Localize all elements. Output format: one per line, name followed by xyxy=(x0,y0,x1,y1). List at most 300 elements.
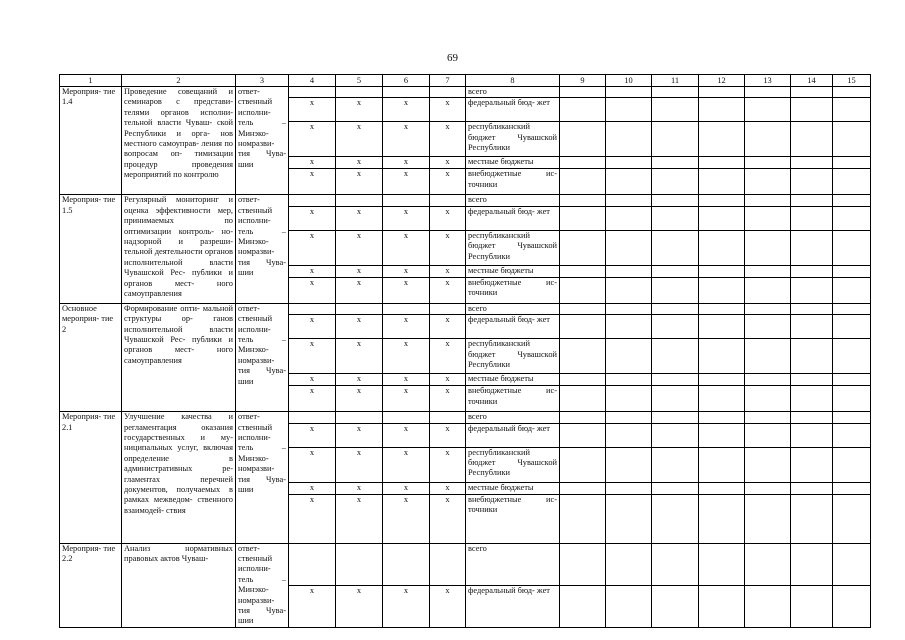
x-mark: x xyxy=(336,265,383,277)
empty-cell xyxy=(383,303,430,314)
year-value-cell xyxy=(745,585,791,627)
year-value-cell xyxy=(652,482,699,494)
year-value-cell xyxy=(652,277,699,303)
year-value-cell xyxy=(791,374,833,386)
x-mark: x xyxy=(430,339,466,374)
x-mark: x xyxy=(289,423,336,447)
x-mark: x xyxy=(336,585,383,627)
year-value-cell xyxy=(699,303,745,314)
year-value-cell xyxy=(652,339,699,374)
x-mark: x xyxy=(430,423,466,447)
year-value-cell xyxy=(560,494,606,543)
year-value-cell xyxy=(652,230,699,265)
x-mark: x xyxy=(383,374,430,386)
x-mark: x xyxy=(289,447,336,482)
year-value-cell xyxy=(745,169,791,195)
year-value-cell xyxy=(833,277,871,303)
year-value-cell xyxy=(833,374,871,386)
year-value-cell xyxy=(606,87,652,98)
x-mark: x xyxy=(430,230,466,265)
measures-table xyxy=(59,74,871,628)
year-value-cell xyxy=(652,87,699,98)
year-value-cell xyxy=(699,195,745,206)
x-mark: x xyxy=(383,206,430,230)
x-mark: x xyxy=(289,122,336,157)
source-federal: федеральный бюд- жет xyxy=(466,206,560,230)
year-value-cell xyxy=(699,206,745,230)
source-extra: внебюджетные ис- точники xyxy=(466,386,560,412)
source-extra: внебюджетные ис- точники xyxy=(466,169,560,195)
year-value-cell xyxy=(606,585,652,627)
x-mark: x xyxy=(289,206,336,230)
x-mark: x xyxy=(289,169,336,195)
measure-name: Основное мероприя- тие 2 xyxy=(60,303,122,411)
x-mark: x xyxy=(336,169,383,195)
x-mark: x xyxy=(430,482,466,494)
measure-description: Анализ нормативных правовых актов Чуваш- xyxy=(122,543,236,627)
year-value-cell xyxy=(791,195,833,206)
year-value-cell xyxy=(791,265,833,277)
year-value-cell xyxy=(699,315,745,339)
empty-cell xyxy=(336,543,383,585)
year-value-cell xyxy=(699,169,745,195)
year-value-cell xyxy=(606,230,652,265)
source-total: всего xyxy=(466,543,560,585)
year-value-cell xyxy=(745,230,791,265)
measure-description: Регулярный мониторинг и оценка эффективности мер, принимаемых по оптимизации контроль- но-надзорной и разреши- тельной деятельности органов исполнительной власти Чувашской Рес- публики и органов мест- ного самоуправления xyxy=(122,195,236,303)
x-mark: x xyxy=(383,494,430,543)
empty-cell xyxy=(430,87,466,98)
year-value-cell xyxy=(745,157,791,169)
year-value-cell xyxy=(791,482,833,494)
page-number: 69 xyxy=(447,52,458,64)
year-value-cell xyxy=(652,585,699,627)
column-header-8: 8 xyxy=(466,75,560,87)
x-mark: x xyxy=(336,447,383,482)
year-value-cell xyxy=(652,412,699,423)
year-value-cell xyxy=(606,122,652,157)
responsible-executor: ответ- ственный исполни- тель – Минэко- номразви- тия Чува- шии xyxy=(236,412,289,543)
x-mark: x xyxy=(430,386,466,412)
x-mark: x xyxy=(383,447,430,482)
year-value-cell xyxy=(606,315,652,339)
column-header-3: 3 xyxy=(236,75,289,87)
empty-cell xyxy=(289,412,336,423)
year-value-cell xyxy=(606,265,652,277)
year-value-cell xyxy=(652,98,699,122)
column-header-13: 13 xyxy=(745,75,791,87)
table-row xyxy=(60,303,871,314)
year-value-cell xyxy=(699,339,745,374)
x-mark: x xyxy=(383,386,430,412)
year-value-cell xyxy=(652,122,699,157)
responsible-executor: ответ- ственный исполни- тель – Минэко- номразви- тия Чува- шии xyxy=(236,303,289,411)
x-mark: x xyxy=(289,585,336,627)
x-mark: x xyxy=(430,157,466,169)
year-value-cell xyxy=(560,386,606,412)
x-mark: x xyxy=(336,482,383,494)
x-mark: x xyxy=(430,315,466,339)
source-extra: внебюджетные ис- точники xyxy=(466,494,560,543)
x-mark: x xyxy=(383,585,430,627)
year-value-cell xyxy=(560,374,606,386)
year-value-cell xyxy=(606,374,652,386)
x-mark: x xyxy=(383,98,430,122)
x-mark: x xyxy=(336,386,383,412)
x-mark: x xyxy=(383,169,430,195)
year-value-cell xyxy=(791,447,833,482)
year-value-cell xyxy=(833,585,871,627)
column-header-2: 2 xyxy=(122,75,236,87)
x-mark: x xyxy=(430,374,466,386)
year-value-cell xyxy=(791,277,833,303)
year-value-cell xyxy=(606,494,652,543)
x-mark: x xyxy=(430,585,466,627)
source-local: местные бюджеты xyxy=(466,482,560,494)
column-header-14: 14 xyxy=(791,75,833,87)
column-header-15: 15 xyxy=(833,75,871,87)
year-value-cell xyxy=(745,386,791,412)
x-mark: x xyxy=(289,339,336,374)
year-value-cell xyxy=(745,195,791,206)
empty-cell xyxy=(383,87,430,98)
year-value-cell xyxy=(745,543,791,585)
empty-cell xyxy=(289,195,336,206)
year-value-cell xyxy=(745,303,791,314)
x-mark: x xyxy=(336,122,383,157)
column-header-4: 4 xyxy=(289,75,336,87)
measure-name: Мероприя- тие 1.5 xyxy=(60,195,122,303)
year-value-cell xyxy=(560,169,606,195)
source-federal: федеральный бюд- жет xyxy=(466,98,560,122)
year-value-cell xyxy=(560,277,606,303)
measure-name: Мероприя- тие 2.2 xyxy=(60,543,122,627)
measure-description: Формирование опти- мальной структуры ор- ганов исполнительной власти Чувашской Рес- публики и органов мест- ного самоуправления xyxy=(122,303,236,411)
year-value-cell xyxy=(699,585,745,627)
year-value-cell xyxy=(606,386,652,412)
year-value-cell xyxy=(791,230,833,265)
source-local: местные бюджеты xyxy=(466,374,560,386)
year-value-cell xyxy=(791,169,833,195)
year-value-cell xyxy=(606,206,652,230)
year-value-cell xyxy=(745,423,791,447)
year-value-cell xyxy=(560,339,606,374)
year-value-cell xyxy=(833,423,871,447)
year-value-cell xyxy=(833,157,871,169)
year-value-cell xyxy=(791,98,833,122)
year-value-cell xyxy=(560,315,606,339)
year-value-cell xyxy=(791,423,833,447)
measure-description: Проведение совещаний и семинаров с представи- телями органов исполни- тельной власти Чуваш- ской Республики и орга- нов местного самоуправ- ления по вопросам оп- тимизации процедур проведения мероприятий по контролю xyxy=(122,87,236,195)
year-value-cell xyxy=(560,98,606,122)
year-value-cell xyxy=(699,277,745,303)
x-mark: x xyxy=(289,277,336,303)
empty-cell xyxy=(336,303,383,314)
year-value-cell xyxy=(745,87,791,98)
year-value-cell xyxy=(745,482,791,494)
x-mark: x xyxy=(336,374,383,386)
year-value-cell xyxy=(560,585,606,627)
column-header-9: 9 xyxy=(560,75,606,87)
source-local: местные бюджеты xyxy=(466,265,560,277)
empty-cell xyxy=(383,195,430,206)
year-value-cell xyxy=(745,339,791,374)
year-value-cell xyxy=(652,265,699,277)
year-value-cell xyxy=(560,87,606,98)
year-value-cell xyxy=(745,494,791,543)
year-value-cell xyxy=(745,447,791,482)
table-row xyxy=(60,412,871,423)
year-value-cell xyxy=(606,169,652,195)
year-value-cell xyxy=(560,412,606,423)
empty-cell xyxy=(430,303,466,314)
year-value-cell xyxy=(699,447,745,482)
x-mark: x xyxy=(336,277,383,303)
table-row xyxy=(60,87,871,98)
year-value-cell xyxy=(560,303,606,314)
year-value-cell xyxy=(606,339,652,374)
year-value-cell xyxy=(652,447,699,482)
source-republic: республиканский бюджет Чувашской Республики xyxy=(466,447,560,482)
year-value-cell xyxy=(745,122,791,157)
year-value-cell xyxy=(791,543,833,585)
column-header-1: 1 xyxy=(60,75,122,87)
year-value-cell xyxy=(833,195,871,206)
empty-cell xyxy=(430,412,466,423)
measure-description: Улучшение качества и регламентация оказания государственных и му- ниципальных услуг, включая определение в административных ре- гламентах перечней документов, получаемых в рамках межведом- ственного взаимодей- ствия xyxy=(122,412,236,543)
year-value-cell xyxy=(560,230,606,265)
year-value-cell xyxy=(745,277,791,303)
year-value-cell xyxy=(745,412,791,423)
year-value-cell xyxy=(560,482,606,494)
year-value-cell xyxy=(699,374,745,386)
x-mark: x xyxy=(430,277,466,303)
source-federal: федеральный бюд- жет xyxy=(466,423,560,447)
x-mark: x xyxy=(383,423,430,447)
responsible-executor: ответ- ственный исполни- тель – Минэко- номразви- тия Чува- шии xyxy=(236,87,289,195)
column-header-11: 11 xyxy=(652,75,699,87)
year-value-cell xyxy=(652,374,699,386)
x-mark: x xyxy=(336,206,383,230)
x-mark: x xyxy=(430,98,466,122)
x-mark: x xyxy=(383,157,430,169)
x-mark: x xyxy=(383,230,430,265)
x-mark: x xyxy=(430,206,466,230)
source-total: всего xyxy=(466,87,560,98)
empty-cell xyxy=(336,412,383,423)
year-value-cell xyxy=(833,315,871,339)
source-federal: федеральный бюд- жет xyxy=(466,315,560,339)
year-value-cell xyxy=(606,543,652,585)
year-value-cell xyxy=(652,423,699,447)
source-republic: республиканский бюджет Чувашской Республики xyxy=(466,230,560,265)
year-value-cell xyxy=(833,339,871,374)
x-mark: x xyxy=(336,98,383,122)
year-value-cell xyxy=(833,87,871,98)
year-value-cell xyxy=(833,482,871,494)
x-mark: x xyxy=(336,494,383,543)
column-header-12: 12 xyxy=(699,75,745,87)
empty-cell xyxy=(430,195,466,206)
year-value-cell xyxy=(833,206,871,230)
year-value-cell xyxy=(833,98,871,122)
source-total: всего xyxy=(466,195,560,206)
table-row xyxy=(60,543,871,585)
year-value-cell xyxy=(791,585,833,627)
source-republic: республиканский бюджет Чувашской Республики xyxy=(466,122,560,157)
x-mark: x xyxy=(289,315,336,339)
source-total: всего xyxy=(466,412,560,423)
x-mark: x xyxy=(289,265,336,277)
year-value-cell xyxy=(652,494,699,543)
measure-name: Мероприя- тие 1.4 xyxy=(60,87,122,195)
year-value-cell xyxy=(652,543,699,585)
year-value-cell xyxy=(560,543,606,585)
year-value-cell xyxy=(745,315,791,339)
year-value-cell xyxy=(833,169,871,195)
year-value-cell xyxy=(652,195,699,206)
year-value-cell xyxy=(652,315,699,339)
year-value-cell xyxy=(699,423,745,447)
measure-name: Мероприя- тие 2.1 xyxy=(60,412,122,543)
year-value-cell xyxy=(745,98,791,122)
year-value-cell xyxy=(699,412,745,423)
year-value-cell xyxy=(699,386,745,412)
table-header-row xyxy=(60,75,871,87)
source-local: местные бюджеты xyxy=(466,157,560,169)
x-mark: x xyxy=(383,122,430,157)
year-value-cell xyxy=(699,494,745,543)
year-value-cell xyxy=(652,169,699,195)
year-value-cell xyxy=(606,423,652,447)
year-value-cell xyxy=(791,303,833,314)
x-mark: x xyxy=(336,230,383,265)
year-value-cell xyxy=(560,157,606,169)
year-value-cell xyxy=(606,195,652,206)
x-mark: x xyxy=(289,386,336,412)
year-value-cell xyxy=(791,122,833,157)
year-value-cell xyxy=(652,303,699,314)
year-value-cell xyxy=(560,122,606,157)
year-value-cell xyxy=(791,315,833,339)
year-value-cell xyxy=(833,412,871,423)
x-mark: x xyxy=(289,157,336,169)
year-value-cell xyxy=(652,206,699,230)
x-mark: x xyxy=(289,482,336,494)
year-value-cell xyxy=(699,157,745,169)
x-mark: x xyxy=(383,277,430,303)
year-value-cell xyxy=(699,98,745,122)
empty-cell xyxy=(289,303,336,314)
x-mark: x xyxy=(336,423,383,447)
year-value-cell xyxy=(699,122,745,157)
x-mark: x xyxy=(430,265,466,277)
year-value-cell xyxy=(560,206,606,230)
year-value-cell xyxy=(652,386,699,412)
empty-cell xyxy=(383,412,430,423)
empty-cell xyxy=(336,195,383,206)
empty-cell xyxy=(289,543,336,585)
column-header-10: 10 xyxy=(606,75,652,87)
year-value-cell xyxy=(833,303,871,314)
source-republic: республиканский бюджет Чувашской Республики xyxy=(466,339,560,374)
x-mark: x xyxy=(289,374,336,386)
column-header-6: 6 xyxy=(383,75,430,87)
year-value-cell xyxy=(699,543,745,585)
year-value-cell xyxy=(606,98,652,122)
year-value-cell xyxy=(791,412,833,423)
year-value-cell xyxy=(560,447,606,482)
year-value-cell xyxy=(745,265,791,277)
column-header-7: 7 xyxy=(430,75,466,87)
year-value-cell xyxy=(833,122,871,157)
empty-cell xyxy=(430,543,466,585)
responsible-executor: ответ- ственный исполни- тель – Минэко- номразви- тия Чува- шии xyxy=(236,195,289,303)
x-mark: x xyxy=(289,98,336,122)
year-value-cell xyxy=(833,447,871,482)
year-value-cell xyxy=(833,386,871,412)
x-mark: x xyxy=(430,447,466,482)
year-value-cell xyxy=(699,482,745,494)
x-mark: x xyxy=(289,494,336,543)
year-value-cell xyxy=(606,157,652,169)
year-value-cell xyxy=(833,494,871,543)
year-value-cell xyxy=(606,303,652,314)
source-total: всего xyxy=(466,303,560,314)
year-value-cell xyxy=(560,195,606,206)
year-value-cell xyxy=(791,206,833,230)
responsible-executor: ответ- ственный исполни- тель – Минэко- номразви- тия Чува- шии xyxy=(236,543,289,627)
x-mark: x xyxy=(430,494,466,543)
column-header-5: 5 xyxy=(336,75,383,87)
x-mark: x xyxy=(289,230,336,265)
year-value-cell xyxy=(699,87,745,98)
empty-cell xyxy=(383,543,430,585)
year-value-cell xyxy=(833,230,871,265)
year-value-cell xyxy=(791,494,833,543)
year-value-cell xyxy=(699,265,745,277)
x-mark: x xyxy=(430,122,466,157)
source-extra: внебюджетные ис- точники xyxy=(466,277,560,303)
year-value-cell xyxy=(791,339,833,374)
x-mark: x xyxy=(383,482,430,494)
year-value-cell xyxy=(745,206,791,230)
year-value-cell xyxy=(606,412,652,423)
x-mark: x xyxy=(383,265,430,277)
empty-cell xyxy=(336,87,383,98)
x-mark: x xyxy=(383,339,430,374)
year-value-cell xyxy=(791,87,833,98)
x-mark: x xyxy=(336,157,383,169)
x-mark: x xyxy=(336,315,383,339)
year-value-cell xyxy=(560,423,606,447)
table-row xyxy=(60,195,871,206)
year-value-cell xyxy=(833,543,871,585)
x-mark: x xyxy=(383,315,430,339)
source-federal: федеральный бюд- жет xyxy=(466,585,560,627)
year-value-cell xyxy=(745,374,791,386)
year-value-cell xyxy=(833,265,871,277)
empty-cell xyxy=(289,87,336,98)
year-value-cell xyxy=(560,265,606,277)
year-value-cell xyxy=(699,230,745,265)
x-mark: x xyxy=(430,169,466,195)
year-value-cell xyxy=(652,157,699,169)
x-mark: x xyxy=(336,339,383,374)
year-value-cell xyxy=(606,482,652,494)
year-value-cell xyxy=(606,277,652,303)
year-value-cell xyxy=(791,157,833,169)
